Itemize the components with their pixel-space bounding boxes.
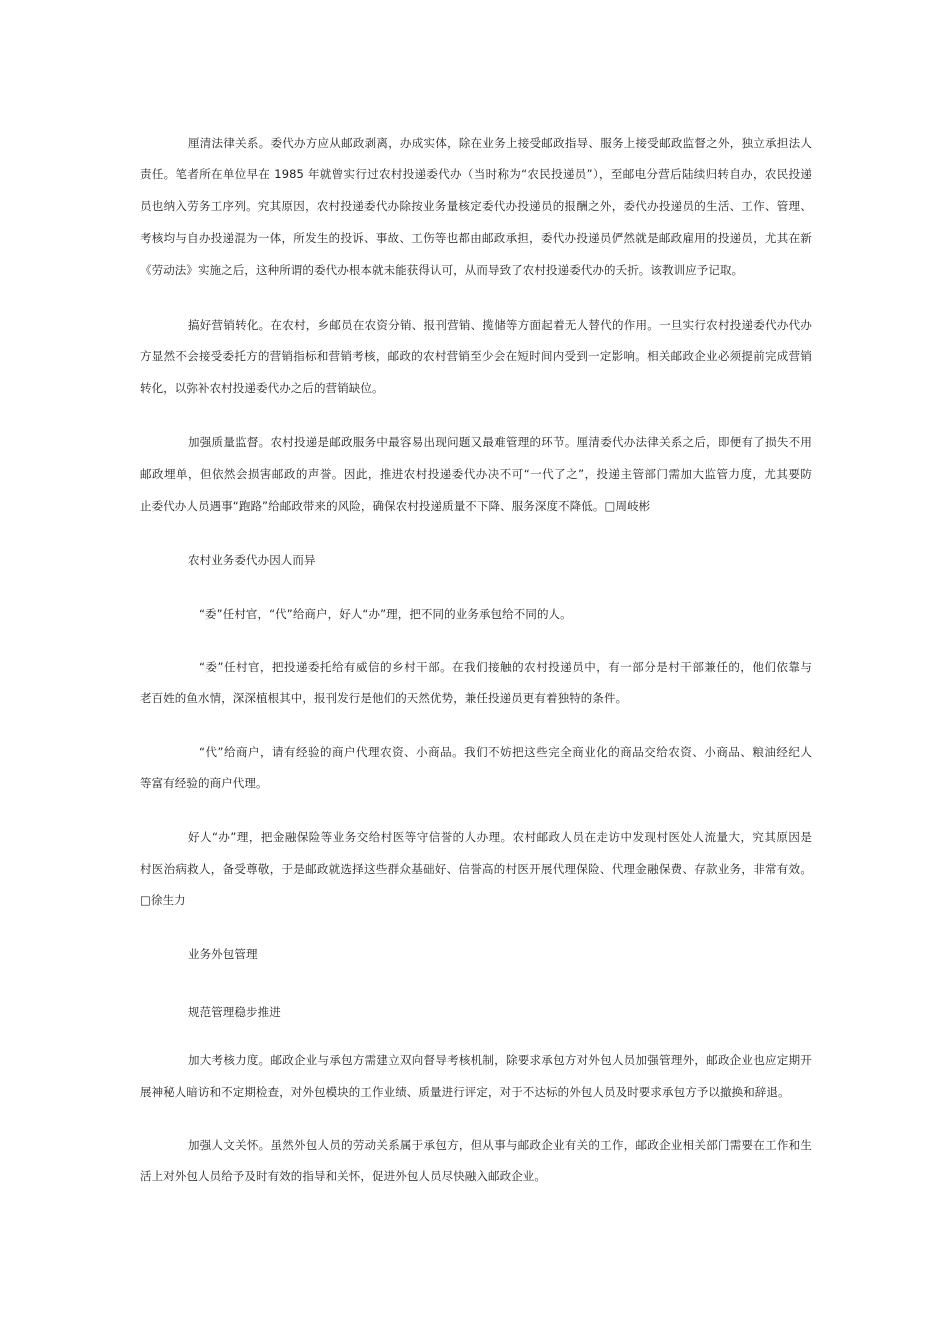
paragraph-line: 转化，以弥补农村投递委代办之后的营销缺位。 bbox=[140, 381, 384, 395]
paragraph-line: 展神秘人暗访和不定期检查，对外包模块的工作业绩、质量进行评定，对于不达标的外包人员及时要求承包方予以撤换和辞退。 bbox=[140, 1085, 790, 1099]
paragraph-line: 活上对外包人员给予及时有效的指导和关怀，促进外包人员尽快融入邮政企业。 bbox=[140, 1169, 546, 1183]
paragraph-line: 《劳动法》实施之后，这种所谓的委代办根本就未能获得认可，从而导致了农村投递委代办的夭折。该教训应予记取。 bbox=[140, 263, 744, 277]
paragraph-line: 老百姓的鱼水情，深深植根其中，报刊发行是他们的天然优势，兼任投递员更有着独特的条件。 bbox=[140, 691, 628, 705]
paragraph-line: 加强质量监督。农村投递是邮政服务中最容易出现问题又最难管理的环节。厘清委代办法律关系之后，即便有了损失不用 bbox=[188, 435, 812, 449]
paragraph-line: □徐生力 bbox=[140, 893, 186, 907]
paragraph-line: “代”给商户，请有经验的商户代理农资、小商品。我们不妨把这些完全商业化的商品交给农资、小商品、粮油经纪人 bbox=[199, 745, 812, 759]
paragraph-line: 责任。笔者所在单位早在 1985 年就曾实行过农村投递委代办（当时称为“农民投递员”），至邮电分营后陆续归转自办，农民投递 bbox=[140, 167, 812, 181]
paragraph-line: 村医治病救人，备受尊敬，于是邮政就选择这些群众基础好、信誉高的村医开展代理保险、代理金融保费、存款业务，非常有效。 bbox=[140, 862, 812, 876]
paragraph-line: 厘清法律关系。委代办方应从邮政剥离，办成实体，除在业务上接受邮政指导、服务上接受邮政监督之外，独立承担法人 bbox=[188, 136, 812, 150]
paragraph-line: 好人“办”理，把金融保险等业务交给村医等守信誉的人办理。农村邮政人员在走访中发现村医处人流量大，究其原因是 bbox=[188, 830, 812, 844]
paragraph-line: 考核均与自办投递混为一体，所发生的投诉、事故、工伤等也都由邮政承担，委代办投递员俨然就是邮政雇用的投递员，尤其在新 bbox=[140, 231, 812, 245]
subsection-heading: 规范管理稳步推进 bbox=[188, 1005, 281, 1019]
paragraph-line: 搞好营销转化。在农村，乡邮员在农资分销、报刊营销、揽储等方面起着无人替代的作用。一旦实行农村投递委代办代办 bbox=[188, 318, 812, 332]
paragraph-line: 加强人文关怀。虽然外包人员的劳动关系属于承包方，但从事与邮政企业有关的工作，邮政企业相关部门需要在工作和生 bbox=[188, 1138, 812, 1152]
section-heading: 农村业务委代办因人而异 bbox=[188, 553, 316, 567]
paragraph-line: 等富有经验的商户代理。 bbox=[140, 776, 268, 790]
paragraph-line: 邮政埋单，但依然会损害邮政的声誉。因此，推进农村投递委代办决不可“一代了之”，投递主管部门需加大监管力度，尤其要防 bbox=[140, 467, 812, 481]
paragraph-line: “委”任村官，把投递委托给有威信的乡村干部。在我们接触的农村投递员中，有一部分是村干部兼任的，他们依靠与 bbox=[199, 660, 812, 674]
paragraph-line: “委”任村官，“代”给商户，好人“办”理，把不同的业务承包给不同的人。 bbox=[199, 607, 572, 621]
paragraph-line: 员也纳入劳务工序列。究其原因，农村投递委代办除按业务量核定委代办投递员的报酬之外，委代办投递员的生活、工作、管理、 bbox=[140, 199, 812, 213]
section-heading: 业务外包管理 bbox=[188, 947, 258, 961]
paragraph-line: 止委代办人员遇事“跑路”给邮政带来的风险，确保农村投递质量不下降、服务深度不降低。□周岐彬 bbox=[140, 499, 651, 513]
paragraph-line: 加大考核力度。邮政企业与承包方需建立双向督导考核机制，除要求承包方对外包人员加强管理外，邮政企业也应定期开 bbox=[188, 1053, 812, 1067]
paragraph-line: 方显然不会接受委托方的营销指标和营销考核，邮政的农村营销至少会在短时间内受到一定影响。相关邮政企业必须提前完成营销 bbox=[140, 349, 812, 363]
